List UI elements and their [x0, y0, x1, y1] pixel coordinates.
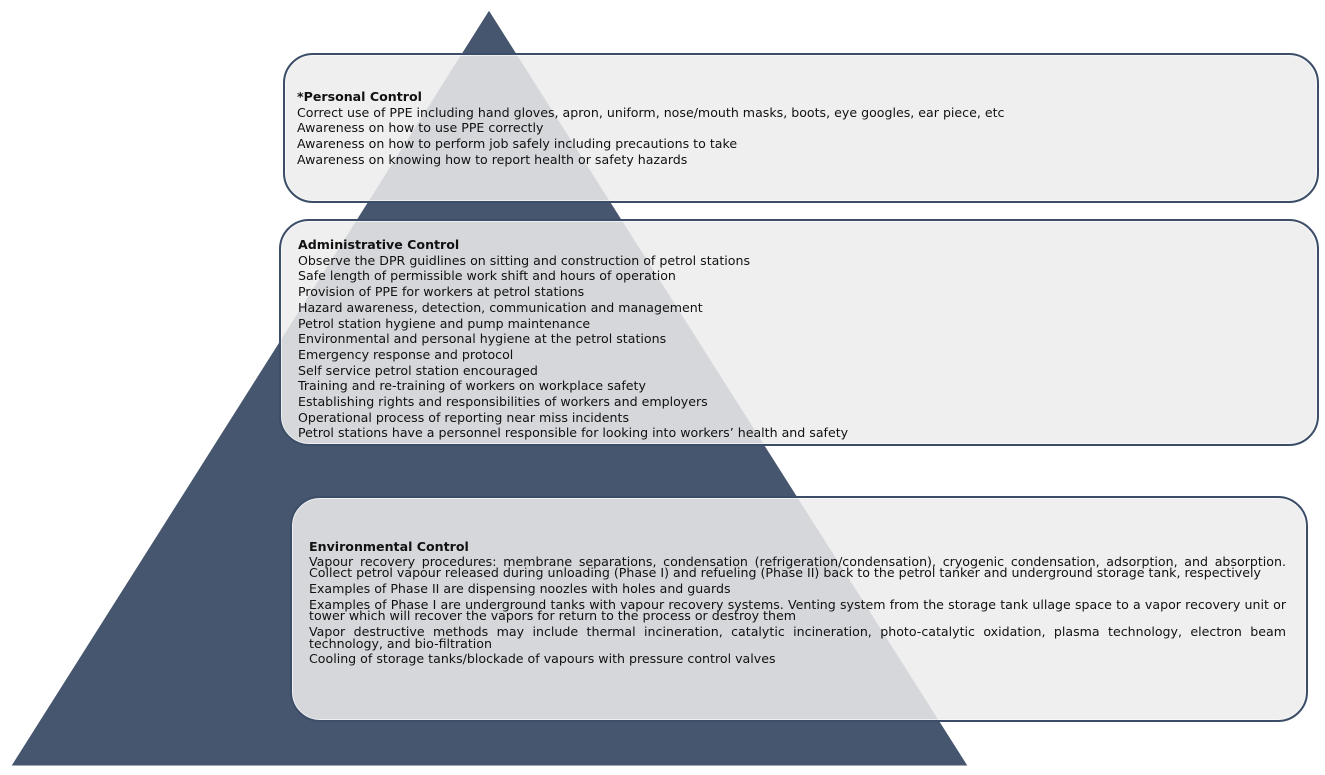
environmental-control-title: Environmental Control — [309, 539, 469, 554]
list-item: Awareness on how to use PPE correctly — [297, 120, 544, 136]
list-item: Establishing rights and responsibilities of workers and employers — [298, 394, 708, 410]
list-item: Correct use of PPE including hand gloves, apron, uniform, nose/mouth masks, boots, eye googles, ear piece, etc — [297, 104, 1005, 120]
administrative-control-list — [298, 253, 1301, 441]
list-item: Training and re-training of workers on workplace safety — [298, 378, 646, 394]
environmental-control-panel — [290, 496, 1308, 722]
list-item: Awareness on how to perform job safely including precautions to take — [297, 136, 738, 152]
list-item: Hazard awareness, detection, communication and management — [298, 299, 703, 315]
list-item: Self service petrol station encouraged — [298, 362, 538, 378]
personal-control-title: *Personal Control — [297, 89, 422, 104]
list-item: Petrol station hygiene and pump maintenance — [298, 315, 591, 331]
list-item: Vapor destructive methods may include thermal incineration, catalytic incineration, photo-catalytic oxidation, plasma technology, electron beam technology, and bio-filtration — [309, 624, 1286, 651]
list-item: Examples of Phase I are underground tanks with vapour recovery systems. Venting system from the storage tank ullage space to a vapor recovery unit or tower which will recover the vapors for return to the process or destroy them — [309, 596, 1286, 624]
personal-control-panel — [283, 53, 1319, 203]
personal-control-list — [297, 105, 1305, 168]
environmental-control-list — [309, 553, 1286, 667]
list-item: Environmental and personal hygiene at the petrol stations — [298, 331, 667, 347]
list-item: Emergency response and protocol — [298, 346, 514, 362]
list-item: Provision of PPE for workers at petrol stations — [298, 284, 585, 300]
list-item: Petrol stations have a personnel responsible for looking into workers’ health and safety — [298, 425, 849, 441]
list-item: Safe length of permissible work shift and hours of operation — [298, 268, 676, 284]
list-item: Vapour recovery procedures: membrane separations, condensation (refrigeration/condensation), cryogenic condensation, adsorption, and absorption. Collect petrol vapour released during unloading (Phase I) and refueling (Phase II) back to the petrol tanker and underground storage tank, respectively — [309, 553, 1286, 581]
list-item: Awareness on knowing how to report health or safety hazards — [297, 151, 688, 167]
list-item: Cooling of storage tanks/blockade of vapours with pressure control valves — [309, 651, 776, 667]
list-item: Operational process of reporting near miss incidents — [298, 409, 630, 425]
list-item: Examples of Phase II are dispensing noozles with holes and guards — [309, 581, 731, 596]
administrative-control-title: Administrative Control — [298, 237, 460, 252]
administrative-control-panel — [279, 219, 1319, 446]
list-item: Observe the DPR guidlines on sitting and construction of petrol stations — [298, 252, 751, 268]
